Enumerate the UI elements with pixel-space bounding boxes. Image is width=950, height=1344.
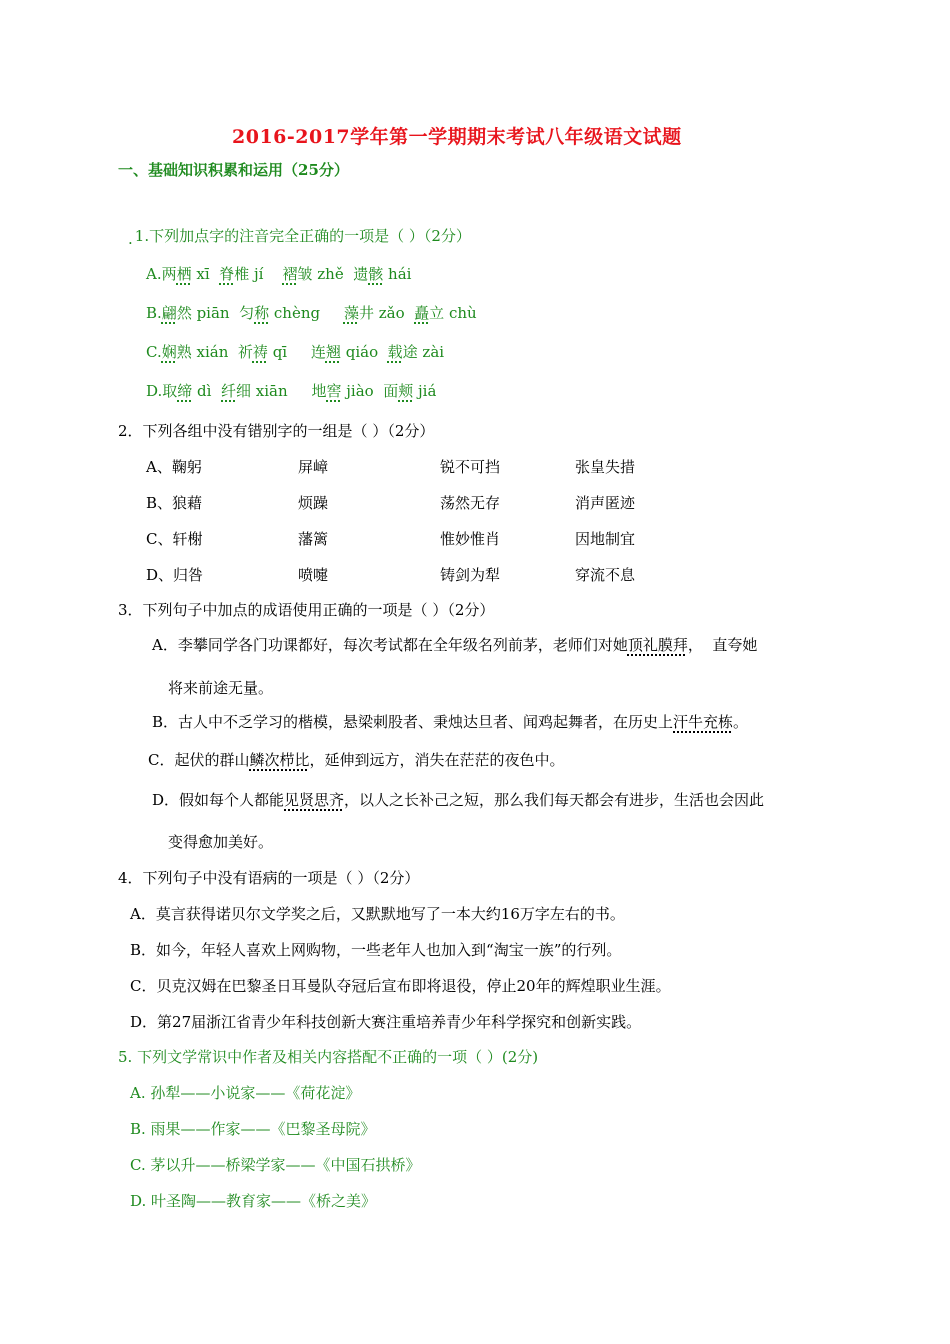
dotted-emphasis-text: 褶 xyxy=(282,265,298,283)
question-3-option-d-continued: 变得愈加美好。 xyxy=(168,833,274,851)
text-run: qī 连 xyxy=(267,343,326,361)
question-4-option-d: D．第27届浙江省青少年科技创新大赛注重培养青少年科学探究和创新实践。 xyxy=(130,1013,642,1031)
text-run: C. xyxy=(146,343,162,361)
text-run: 。 xyxy=(733,713,749,731)
text-run: jiào 面 xyxy=(341,382,399,400)
question-4-option-c: C．贝克汉姆在巴黎圣日耳曼队夺冠后宣布即将退役，停止20年的辉煌职业生涯。 xyxy=(130,977,671,995)
cell: 锐不可挡 xyxy=(440,458,501,476)
cell: 烦躁 xyxy=(298,494,329,512)
cell: 穿流不息 xyxy=(575,566,636,584)
question-4-stem: 4．下列句子中没有语病的一项是（ ）（2分） xyxy=(118,869,420,887)
page-title: 2016-2017学年第一学期期末考试八年级语文试题 xyxy=(232,126,682,148)
question-4-option-b: B．如今，年轻人喜欢上网购物，一些老年人也加入到“淘宝一族”的行列。 xyxy=(130,941,622,959)
question-2-stem: 2．下列各组中没有错别字的一组是（ ）（2分） xyxy=(118,422,435,440)
dotted-emphasis-text: 藻 xyxy=(343,304,359,322)
dotted-emphasis-text: 骸 xyxy=(368,265,384,283)
dotted-emphasis-text: 顶礼膜拜 xyxy=(627,636,688,654)
section-heading: 一、基础知识积累和运用（25分） xyxy=(118,161,349,179)
cell: C、轩榭 xyxy=(146,530,203,548)
dotted-emphasis-text: 窖 xyxy=(326,382,342,400)
text-run: A.两 xyxy=(146,265,177,283)
question-3-option-a xyxy=(152,635,757,655)
question-1-option-c xyxy=(146,342,444,362)
dotted-emphasis-text: 栖 xyxy=(176,265,192,283)
dotted-emphasis-text: 缔 xyxy=(177,382,193,400)
text-run: chèng xyxy=(269,304,344,322)
text-run: ， 直夸她 xyxy=(687,636,758,654)
cell: 惟妙惟肖 xyxy=(440,530,501,548)
dotted-emphasis-text: 脊 xyxy=(219,265,235,283)
text-run: jiá xyxy=(413,382,437,400)
text-run: ，以人之长补己之短，那么我们每天都会有进步，生活也会因此 xyxy=(344,791,765,809)
cell: D、归咎 xyxy=(146,566,204,584)
text-run: B．古人中不乏学习的楷模，悬梁刺股者、秉烛达旦者、闻鸡起舞者，在历史上 xyxy=(152,713,674,731)
text-run: qiáo xyxy=(340,343,388,361)
question-1-option-a xyxy=(146,264,411,284)
text-run: 椎 jí xyxy=(234,265,283,283)
text-run: ，延伸到远方，消失在茫茫的夜色中。 xyxy=(309,751,565,769)
dotted-emphasis-text: 纤 xyxy=(221,382,237,400)
text-run: 皱 zhě 遗 xyxy=(297,265,369,283)
cell: 喷嚏 xyxy=(298,566,329,584)
cell: A、鞠躬 xyxy=(146,458,202,476)
text-run: B. xyxy=(146,304,162,322)
question-5-stem: 5. 下列文学常识中作者及相关内容搭配不正确的一项（ ）(2分) xyxy=(118,1048,539,1066)
dotted-emphasis-text: 祷 xyxy=(252,343,268,361)
text-run: 途 zài xyxy=(402,343,445,361)
text-run: 立 chù xyxy=(429,304,477,322)
text-run: C．起伏的群山 xyxy=(148,751,250,769)
question-1-option-d xyxy=(146,381,436,401)
question-4-option-a: A．莫言获得诺贝尔文学奖之后，又默默地写了一本大约16万字左右的书。 xyxy=(130,905,625,923)
text-run: 然 piān 匀 xyxy=(176,304,255,322)
text-run: xī xyxy=(191,265,220,283)
dotted-emphasis-text: 称 xyxy=(254,304,270,322)
question-5-option-b: B. 雨果——作家——《巴黎圣母院》 xyxy=(130,1120,376,1138)
cell: 藩篱 xyxy=(298,530,329,548)
dotted-emphasis-text: 翩 xyxy=(161,304,177,322)
dotted-emphasis-text: 汗牛充栋 xyxy=(673,713,734,731)
question-5-option-a: A. 孙犁——小说家——《荷花淀》 xyxy=(130,1084,361,1102)
dotted-emphasis-text: 矗 xyxy=(414,304,430,322)
dotted-emphasis-text: 翘 xyxy=(325,343,341,361)
dotted-emphasis-text: 鳞次栉比 xyxy=(249,751,310,769)
question-3-stem: 3．下列句子中加点的成语使用正确的一项是（ ）（2分） xyxy=(118,601,495,619)
question-3-option-a-continued: 将来前途无量。 xyxy=(168,679,274,697)
text-run: A．李攀同学各门功课都好，每次考试都在全年级名列前茅，老师们对她 xyxy=(152,636,628,654)
text-run: D.取 xyxy=(146,382,178,400)
dotted-emphasis-text: 载 xyxy=(387,343,403,361)
text-run: 熟 xián 祈 xyxy=(176,343,253,361)
question-3-option-c xyxy=(148,750,565,770)
cell: 荡然无存 xyxy=(440,494,501,512)
dotted-emphasis-text: 见贤思齐 xyxy=(284,791,345,809)
dotted-emphasis-text: 颊 xyxy=(398,382,414,400)
question-text: 1.下列加点字的注音完全正确的一项是（ ）（2分） xyxy=(134,227,471,245)
question-3-option-d xyxy=(152,790,764,810)
question-1-stem xyxy=(128,226,471,246)
cell: 屏嶂 xyxy=(298,458,329,476)
question-marker: . xyxy=(128,230,133,248)
question-3-option-b xyxy=(152,712,748,732)
question-5-option-c: C. 茅以升——桥梁学家——《中国石拱桥》 xyxy=(130,1156,421,1174)
cell: 张皇失措 xyxy=(575,458,636,476)
text-run: D．假如每个人都能 xyxy=(152,791,285,809)
text-run: dì xyxy=(192,382,221,400)
dotted-emphasis-text: 娴 xyxy=(161,343,177,361)
question-5-option-d: D. 叶圣陶——教育家——《桥之美》 xyxy=(130,1192,377,1210)
text-run: 井 zǎo xyxy=(358,304,415,322)
cell: 铸剑为犁 xyxy=(440,566,501,584)
cell: 消声匿迹 xyxy=(575,494,636,512)
question-1-option-b xyxy=(146,303,477,323)
cell: 因地制宜 xyxy=(575,530,636,548)
cell: B、狼藉 xyxy=(146,494,203,512)
text-run: 细 xiān 地 xyxy=(236,382,327,400)
text-run: hái xyxy=(383,265,412,283)
